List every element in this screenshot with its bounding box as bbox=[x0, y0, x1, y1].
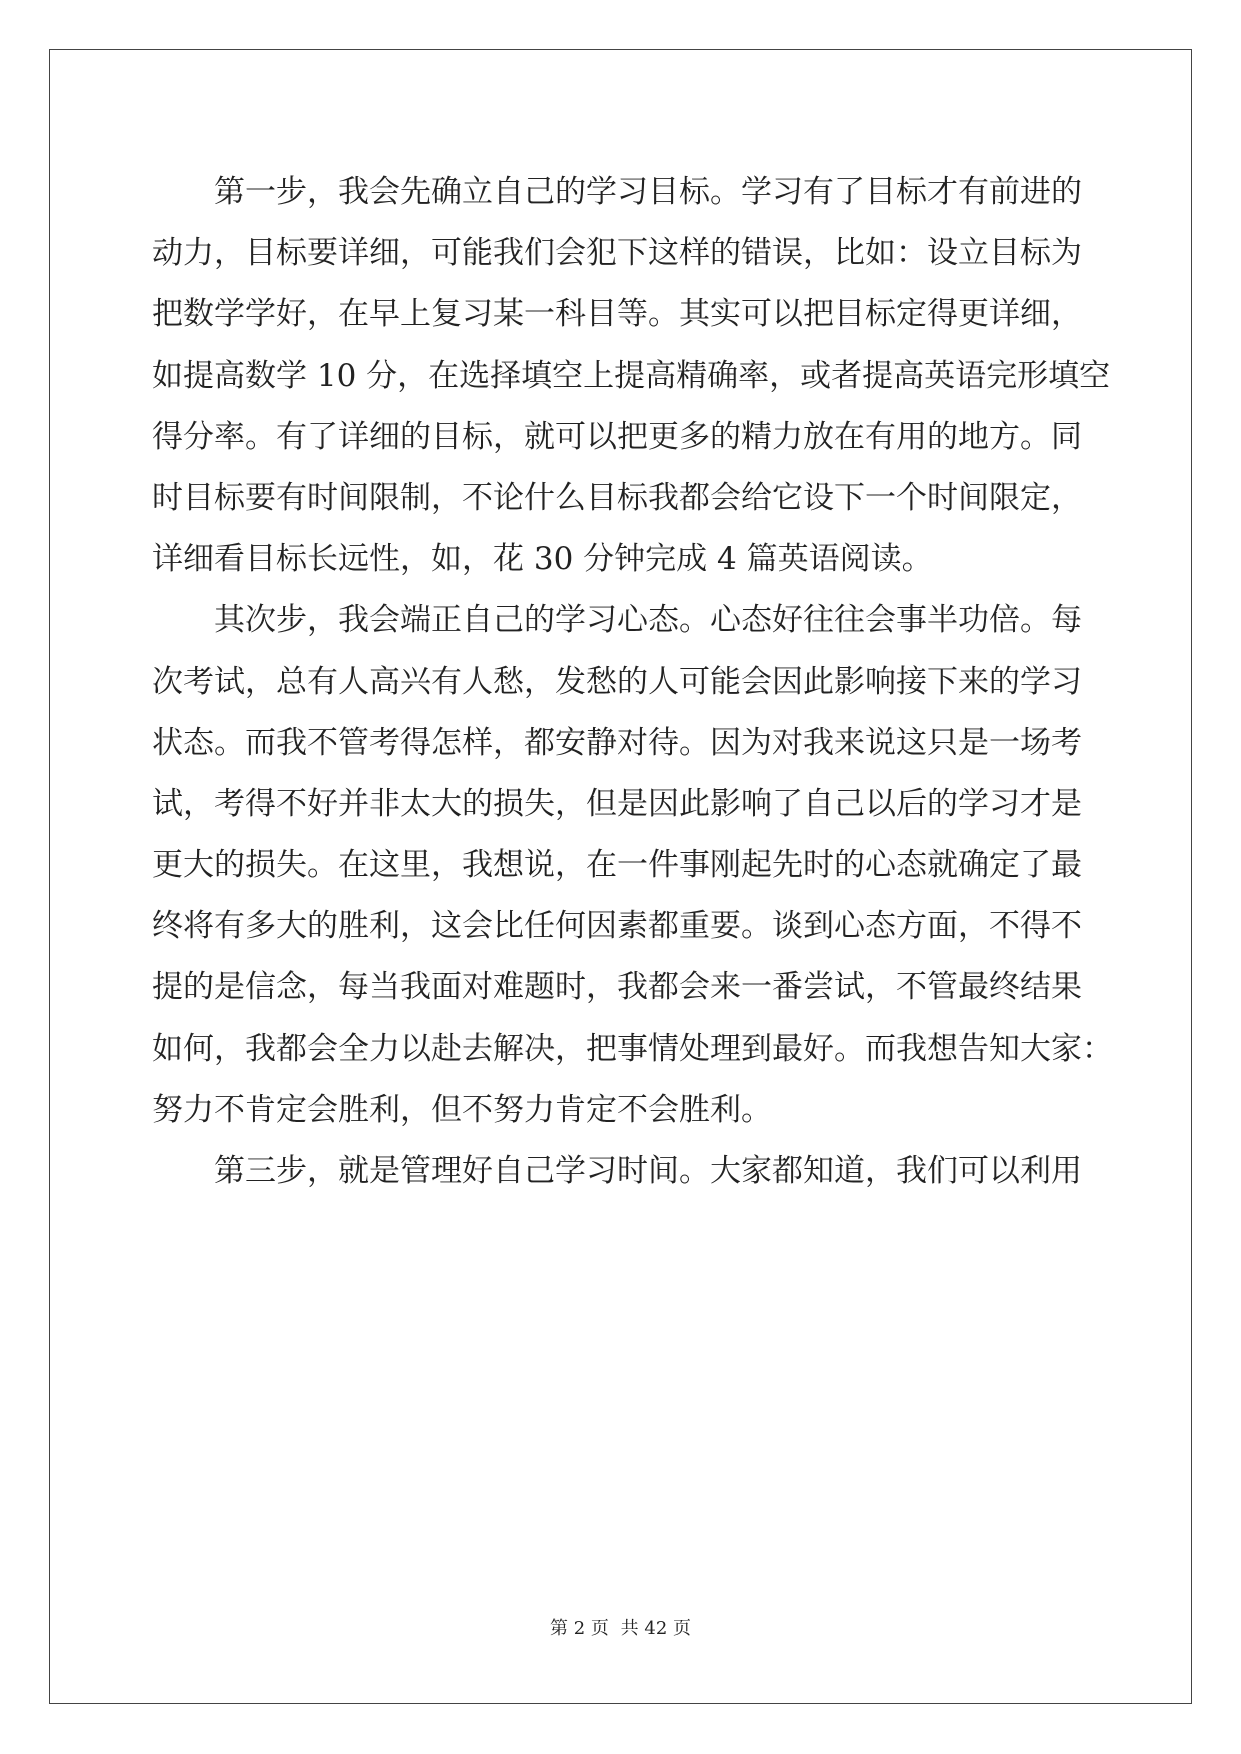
page-footer bbox=[0, 1614, 1241, 1640]
text-line: 提的是信念，每当我面对难题时，我都会来一番尝试，不管最终结果 bbox=[152, 969, 1082, 1006]
text-line: 终将有多大的胜利，这会比任何因素都重要。谈到心态方面，不得不 bbox=[152, 908, 1082, 945]
text-line: 把数学学好，在早上复习某一科目等。其实可以把目标定得更详细， bbox=[152, 296, 1082, 333]
text-line: 状态。而我不管考得怎样，都安静对待。因为对我来说这只是一场考 bbox=[152, 724, 1082, 761]
text-line: 更大的损失。在这里，我想说，在一件事刚起先时的心态就确定了最 bbox=[152, 847, 1082, 884]
text-line: 详细看目标长远性，如，花 30 分钟完成 4 篇英语阅读。 bbox=[152, 541, 933, 578]
text-line: 动力，目标要详细，可能我们会犯下这样的错误，比如：设立目标为 bbox=[152, 235, 1082, 272]
text-line: 第一步，我会先确立自己的学习目标。学习有了目标才有前进的 bbox=[214, 174, 1082, 210]
text-line: 如何，我都会全力以赴去解决，把事情处理到最好。而我想告知大家： bbox=[152, 1030, 1113, 1067]
text-line: 努力不肯定会胜利，但不努力肯定不会胜利。 bbox=[152, 1091, 772, 1128]
document-body bbox=[152, 162, 1113, 1202]
paragraph-2 bbox=[152, 590, 1113, 1141]
page-total: 共 42 页 bbox=[620, 1618, 691, 1639]
text-line: 试，考得不好并非太大的损失，但是因此影响了自己以后的学习才是 bbox=[152, 785, 1082, 822]
text-line: 得分率。有了详细的目标，就可以把更多的精力放在有用的地方。同 bbox=[152, 418, 1082, 455]
page-number: 第 2 页 bbox=[550, 1618, 609, 1639]
paragraph-1 bbox=[152, 162, 1111, 590]
text-line: 时目标要有时间限制，不论什么目标我都会给它设下一个时间限定， bbox=[152, 479, 1082, 516]
text-line: 如提高数学 10 分，在选择填空上提高精确率，或者提高英语完形填空 bbox=[152, 357, 1111, 394]
text-line: 第三步，就是管理好自己学习时间。大家都知道，我们可以利用 bbox=[214, 1153, 1082, 1189]
text-line: 次考试，总有人高兴有人愁，发愁的人可能会因此影响接下来的学习 bbox=[152, 663, 1082, 700]
text-line: 其次步，我会端正自己的学习心态。心态好往往会事半功倍。每 bbox=[214, 602, 1082, 639]
paragraph-3 bbox=[152, 1141, 1092, 1202]
